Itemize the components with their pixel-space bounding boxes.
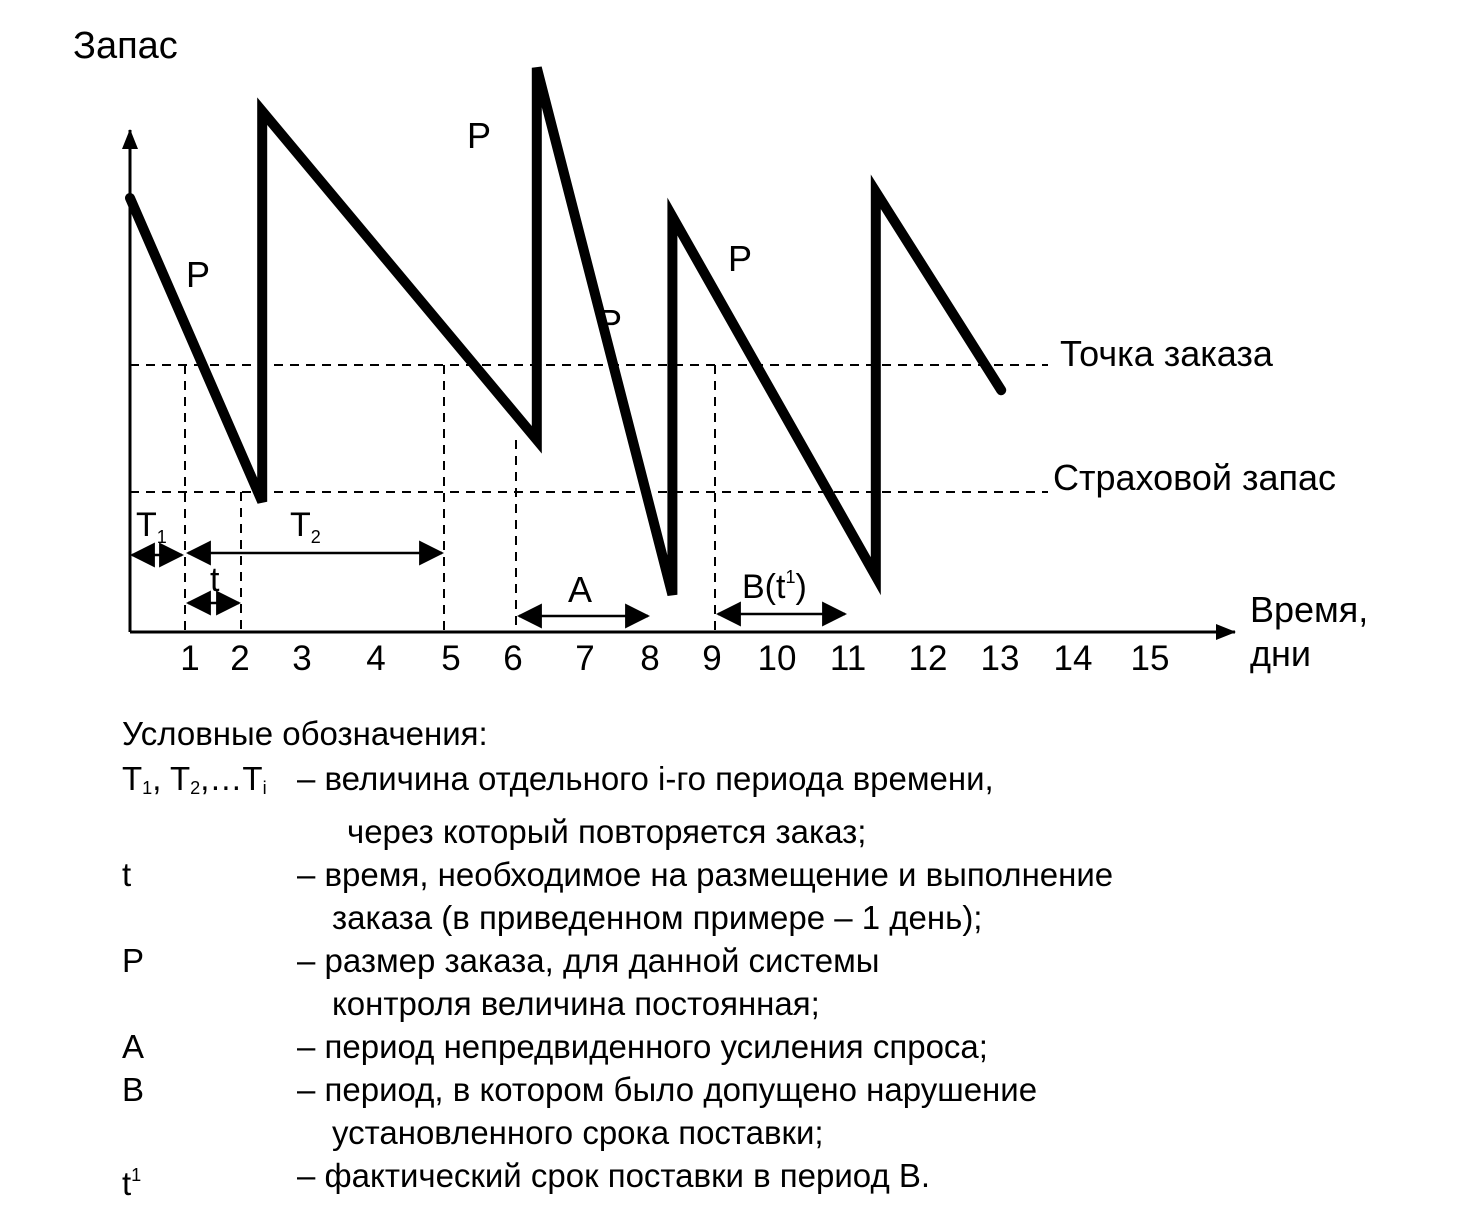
x-tick-label: 14	[1053, 639, 1093, 678]
x-tick-labels	[180, 639, 1169, 678]
x-axis-label-line2: дни	[1250, 633, 1311, 674]
legend-description: – время, необходимое на размещение и выполнение	[297, 856, 1114, 893]
legend-description-continued: заказа (в приведенном примере – 1 день);	[332, 899, 983, 936]
order-size-label-2: P	[467, 115, 492, 156]
legend-description-continued: через который повторяется заказ;	[347, 813, 867, 850]
x-tick-label: 11	[829, 639, 867, 678]
legend-symbol: t	[122, 856, 132, 893]
x-tick-label: 6	[503, 639, 523, 678]
x-tick-label: 12	[908, 639, 948, 678]
x-tick-label: 7	[575, 639, 595, 678]
legend-symbol: A	[122, 1028, 145, 1065]
legend-description: – фактический срок поставки в период B.	[297, 1157, 931, 1194]
x-tick-label: 13	[980, 639, 1020, 678]
x-tick-label: 1	[180, 639, 200, 678]
legend-item-a	[122, 1025, 1442, 1068]
legend-item-t-prime	[122, 1154, 1442, 1205]
legend-description: – период непредвиденного усиления спроса;	[297, 1028, 988, 1065]
t2-label: $T_2$	[290, 506, 321, 547]
legend-item-t	[122, 853, 1442, 896]
t1-label: $T_1$	[136, 506, 167, 547]
t-label: t	[210, 561, 220, 599]
x-axis-label-line1: Время,	[1250, 589, 1369, 630]
reorder-point-label: Точка заказа	[1060, 333, 1273, 374]
legend-symbol: B	[122, 1071, 145, 1108]
legend-title: Условные обозначения:	[122, 715, 488, 752]
y-axis-label: Запас	[73, 25, 178, 67]
legend-description-continued: контроля величина постоянная;	[332, 985, 820, 1022]
safety-stock-label: Страховой запас	[1053, 457, 1337, 498]
x-tick-label: 3	[292, 639, 312, 678]
order-size-label-1: P	[186, 254, 211, 295]
order-size-label-3: P	[598, 302, 623, 343]
x-tick-label: 9	[702, 639, 722, 678]
legend-symbol: $t^1$	[122, 1165, 142, 1202]
legend-description: – величина отдельного i-го периода времени,	[297, 760, 994, 797]
x-tick-label: 5	[441, 639, 461, 678]
x-tick-label: 10	[757, 639, 797, 678]
legend-symbol: $T_1$, $T_2,\dots T_i$	[122, 760, 267, 798]
x-tick-label: 15	[1130, 639, 1170, 678]
x-tick-label: 2	[230, 639, 250, 678]
legend-description: – период, в котором было допущено нарушение	[297, 1071, 1038, 1108]
order-size-label-4: P	[728, 238, 753, 279]
legend-symbol: P	[122, 942, 145, 979]
inventory-level-line	[130, 68, 1001, 595]
b-label: $B(t^1)$	[742, 567, 807, 606]
legend-item-b	[122, 1068, 1442, 1111]
legend-description: – размер заказа, для данной системы	[297, 942, 880, 979]
x-tick-label: 4	[366, 639, 386, 678]
legend-description-continued: установленного срока поставки;	[332, 1114, 824, 1151]
legend-item-p	[122, 939, 1442, 982]
legend-item-t-periods	[122, 757, 1442, 810]
legend	[122, 712, 1442, 1205]
a-label: A	[568, 569, 593, 610]
x-tick-label: 8	[640, 639, 660, 678]
